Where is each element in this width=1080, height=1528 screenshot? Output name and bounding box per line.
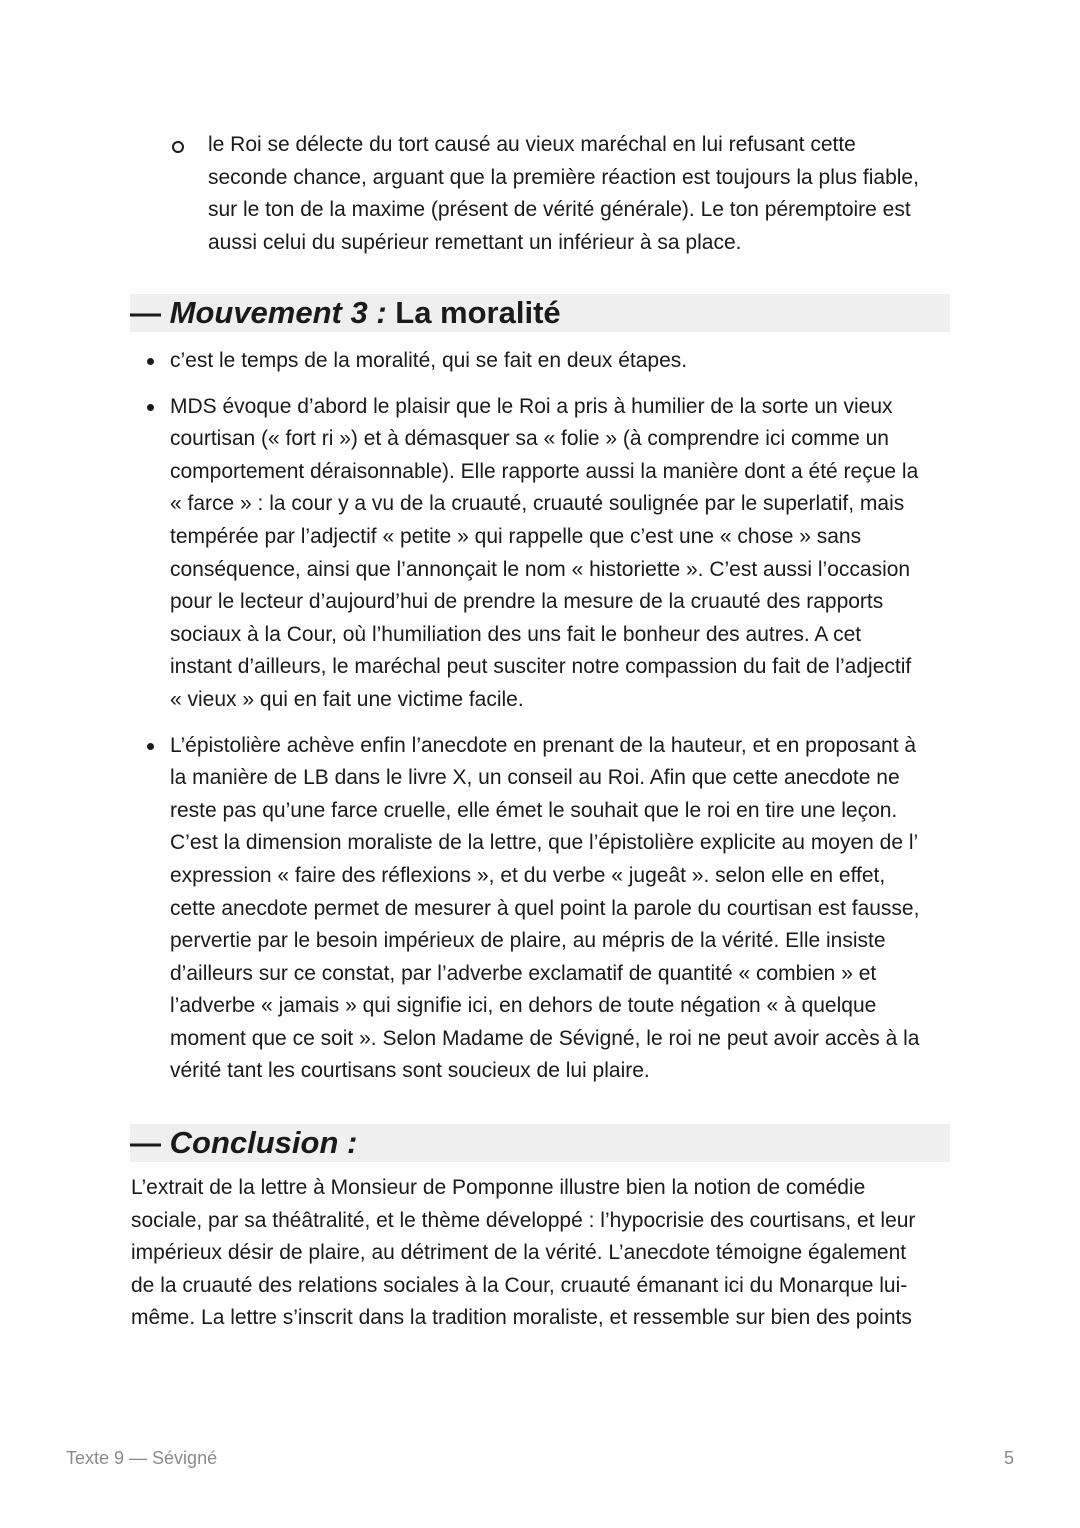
text-line: « farce » : la cour y a vu de la cruauté, cruauté soulignée par le superlatif, mais bbox=[170, 492, 905, 516]
list-item bbox=[131, 345, 961, 378]
text-line: MDS évoque d’abord le plaisir que le Roi a pris à humilier de la sorte un vieux bbox=[170, 394, 893, 418]
text-line: l’adverbe « jamais » qui signifie ici, en dehors de toute négation « à quelque bbox=[170, 994, 877, 1018]
text-line: C’est la dimension moraliste de la lettre, que l’épistolière explicite au moyen de l’ bbox=[170, 831, 919, 855]
sub-bullet-list bbox=[170, 129, 960, 259]
text-line: même. La lettre s’inscrit dans la tradition moraliste, et ressemble sur bien des points bbox=[131, 1306, 912, 1330]
bullet-dot-icon bbox=[147, 743, 154, 750]
text-line: L’épistolière achève enfin l’anecdote en prenant de la hauteur, et en proposant à bbox=[170, 733, 917, 757]
text-line: « vieux » qui en fait une victime facile. bbox=[170, 687, 524, 711]
heading-dash: — bbox=[130, 295, 170, 330]
heading-title: La moralité bbox=[386, 295, 561, 330]
section-heading-mouvement-3 bbox=[130, 294, 950, 332]
text-line: la manière de LB dans le livre X, un conseil au Roi. Afin que cette anecdote ne bbox=[170, 766, 900, 790]
text-line: moment que ce soit ». Selon Madame de Sévigné, le roi ne peut avoir accès à la bbox=[170, 1026, 920, 1050]
text-line: vérité tant les courtisans sont soucieux de lui plaire. bbox=[170, 1059, 650, 1083]
text-line: impérieux désir de plaire, au détriment de la vérité. L’anecdote témoigne également bbox=[131, 1241, 907, 1265]
heading-dash: — bbox=[130, 1125, 170, 1160]
text-line: sociale, par sa théâtralité, et le thème développé : l’hypocrisie des courtisans, et leur bbox=[131, 1208, 916, 1232]
text-line: c’est le temps de la moralité, qui se fait en deux étapes. bbox=[170, 349, 688, 372]
heading-italic-part: Mouvement 3 : bbox=[169, 295, 387, 330]
list-item bbox=[131, 391, 961, 717]
text-line: pour le lecteur d’aujourd’hui de prendre la mesure de la cruauté des rapports bbox=[170, 590, 884, 614]
text-line: de la cruauté des relations sociales à la Cour, cruauté émanant ici du Monarque lui- bbox=[131, 1273, 908, 1297]
text-line: aussi celui du supérieur remettant un inférieur à sa place. bbox=[208, 230, 742, 254]
mouvement-3-bullet-list bbox=[131, 345, 961, 1101]
text-line: seconde chance, arguant que la première réaction est toujours la plus fiable, bbox=[208, 165, 919, 189]
text-line: cette anecdote permet de mesurer à quel point la parole du courtisan est fausse, bbox=[170, 896, 920, 920]
text-line: sur le ton de la maxime (présent de vérité générale). Le ton péremptoire est bbox=[208, 198, 911, 222]
heading-italic-part: Conclusion : bbox=[169, 1125, 358, 1160]
footer-page-number: 5 bbox=[1003, 1448, 1014, 1468]
text-line: le Roi se délecte du tort causé au vieux maréchal en lui refusant cette bbox=[208, 133, 856, 156]
footer-document-title: Texte 9 — Sévigné bbox=[66, 1448, 218, 1468]
bullet-dot-icon bbox=[147, 404, 154, 411]
text-line: expression « faire des réflexions », et du verbe « jugeât ». selon elle en effet, bbox=[170, 863, 886, 887]
text-line: instant d’ailleurs, le maréchal peut susciter notre compassion du fait de l’adjectif bbox=[170, 655, 912, 679]
text-line: d’ailleurs sur ce constat, par l’adverbe exclamatif de quantité « combien » et bbox=[170, 961, 877, 985]
text-line: L’extrait de la lettre à Monsieur de Pomponne illustre bien la notion de comédie bbox=[131, 1176, 866, 1199]
conclusion-paragraph bbox=[131, 1172, 961, 1335]
text-line: conséquence, ainsi que l’annonçait le nom « historiette ». C’est aussi l’occasion bbox=[170, 557, 911, 581]
text-line: reste pas qu’une farce cruelle, elle émet le souhait que le roi en tire une leçon. bbox=[170, 798, 898, 822]
bullet-dot-icon bbox=[147, 358, 154, 365]
text-line: courtisan (« fort ri ») et à démasquer sa « folie » (à comprendre ici comme un bbox=[170, 427, 889, 451]
hollow-circle-bullet-icon bbox=[172, 141, 184, 153]
list-item bbox=[131, 730, 961, 1089]
text-line: comportement déraisonnable). Elle rapporte aussi la manière dont a été reçue la bbox=[170, 459, 919, 483]
sub-bullet-item bbox=[170, 129, 960, 259]
text-line: pervertie par le besoin impérieux de plaire, au mépris de la vérité. Elle insiste bbox=[170, 929, 886, 953]
text-line: tempérée par l’adjectif « petite » qui rappelle que c’est une « chose » sans bbox=[170, 524, 862, 548]
section-heading-conclusion bbox=[130, 1124, 950, 1162]
text-line: sociaux à la Cour, où l’humiliation des uns fait le bonheur des autres. A cet bbox=[170, 622, 862, 646]
